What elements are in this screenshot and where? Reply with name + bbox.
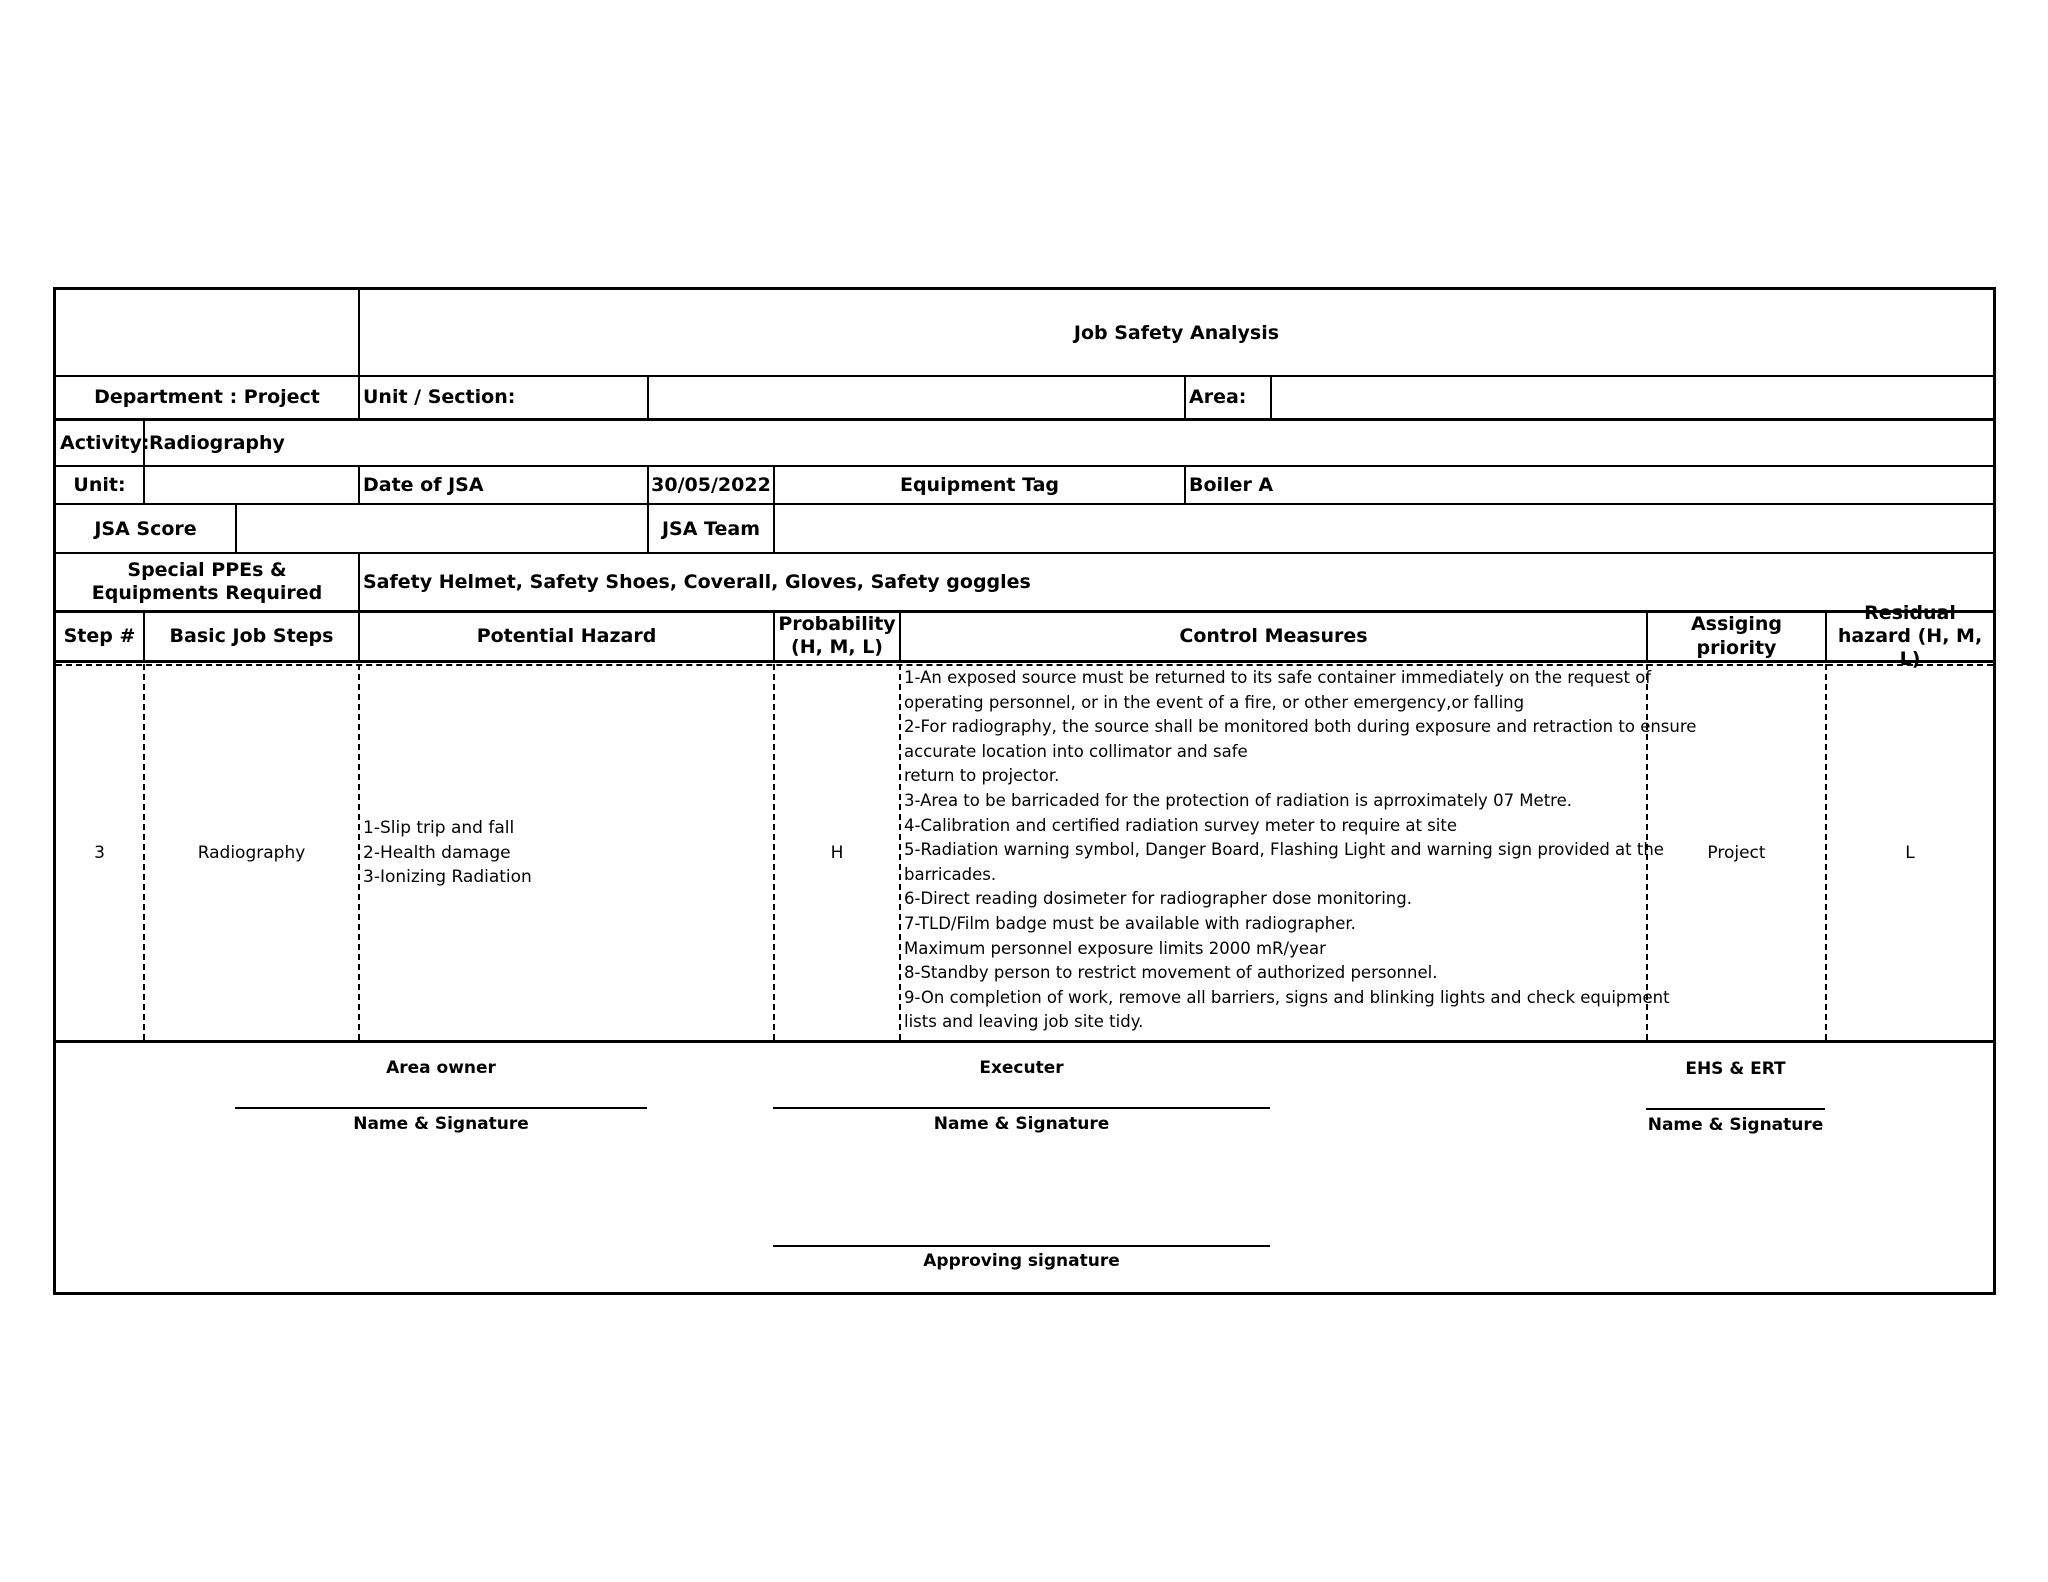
col-priority: Assiging priority: [1690, 613, 1783, 659]
rule: [647, 375, 649, 418]
rule: [56, 660, 1993, 663]
jsa-team-label: JSA Team: [661, 517, 760, 540]
name-signature-label: Name & Signature: [1647, 1115, 1824, 1135]
col-probability: Probability (H, M, L): [778, 613, 896, 658]
row-basic-step: Radiography: [197, 843, 306, 863]
area-owner-label: Area owner: [386, 1058, 496, 1078]
control-line: barricades.: [904, 864, 997, 884]
jsa-form: [53, 287, 1996, 1295]
jsa-score-value[interactable]: [241, 505, 641, 552]
equipment-tag-label: Equipment Tag: [899, 474, 1060, 496]
ehs-ert-label: EHS & ERT: [1685, 1059, 1786, 1079]
control-line: 7-TLD/Film badge must be available with radiographer.: [904, 913, 1356, 933]
rule: [143, 465, 145, 503]
date-label: Date of JSA: [363, 474, 484, 496]
rule: [358, 552, 360, 610]
control-line: 2-For radiography, the source shall be monitored both during exposure and retraction to ensure: [904, 717, 1697, 737]
hazard-item: 1-Slip trip and fall: [363, 818, 515, 839]
row-step: 3: [94, 843, 105, 863]
date-value: 30/05/2022: [651, 474, 771, 496]
row-priority: Project: [1707, 843, 1766, 863]
unit-value[interactable]: [149, 467, 349, 503]
control-line: 4-Calibration and certified radiation survey meter to require at site: [904, 815, 1457, 835]
control-line: 1-An exposed source must be returned to its safe container immediately on the request of: [904, 668, 1652, 687]
equipment-tag-value: Boiler A: [1189, 474, 1274, 496]
control-line: Maximum personnel exposure limits 2000 mR/year: [904, 938, 1326, 958]
activity-value: Radiography: [149, 431, 285, 454]
rule: [773, 610, 775, 662]
rule: [235, 503, 237, 552]
ppe-label: Special PPEs & Equipments Required: [91, 559, 323, 604]
control-line: 9-On completion of work, remove all barriers, signs and blinking lights and check equipment: [904, 987, 1670, 1007]
rule: [1184, 465, 1186, 503]
control-line: 6-Direct reading dosimeter for radiographer dose monitoring.: [904, 889, 1412, 909]
signature-line[interactable]: [1646, 1108, 1825, 1110]
unit-section-value[interactable]: [652, 376, 1180, 418]
hazard-item: 2-Health damage: [363, 842, 511, 863]
row-probability: H: [830, 843, 844, 863]
name-signature-label: Name & Signature: [933, 1114, 1110, 1134]
row-hazards: [363, 666, 768, 1040]
department-label: Department : Project: [94, 386, 320, 408]
rule: [1184, 375, 1186, 418]
area-value[interactable]: [1275, 376, 1975, 418]
control-line: accurate location into collimator and safe: [904, 741, 1248, 761]
approving-signature-line[interactable]: [773, 1245, 1270, 1247]
rule: [899, 664, 901, 1040]
name-signature-label: Name & Signature: [353, 1114, 529, 1134]
control-line: 5-Radiation warning symbol, Danger Board, Flashing Light and warning sign provided at the: [904, 840, 1664, 860]
control-line: 3-Area to be barricaded for the protection of radiation is aprroximately 07 Metre.: [904, 790, 1572, 810]
row-controls: [904, 666, 1697, 1035]
signature-line[interactable]: [235, 1107, 647, 1109]
page-title: Job Safety Analysis: [1073, 321, 1280, 344]
col-control: Control Measures: [1179, 625, 1368, 647]
col-basic-steps: Basic Job Steps: [169, 625, 334, 647]
signature-line[interactable]: [773, 1107, 1270, 1109]
control-line: lists and leaving job site tidy.: [904, 1012, 1144, 1032]
row-residual: L: [1905, 843, 1915, 863]
rule: [358, 465, 360, 503]
col-hazard: Potential Hazard: [476, 625, 657, 647]
executer-label: Executer: [979, 1058, 1064, 1078]
unit-label: Unit:: [73, 474, 126, 496]
area-label: Area:: [1189, 386, 1247, 408]
activity-label: Activity:: [60, 431, 150, 454]
approving-signature-label: Approving signature: [923, 1251, 1120, 1271]
unit-section-label: Unit / Section:: [363, 386, 516, 408]
rule: [1270, 375, 1272, 418]
control-line: return to projector.: [904, 766, 1060, 786]
ppe-value: Safety Helmet, Safety Shoes, Coverall, Gloves, Safety goggles: [363, 571, 1031, 593]
jsa-score-label: JSA Score: [94, 517, 197, 540]
jsa-team-value[interactable]: [779, 505, 1979, 552]
rule: [56, 1040, 1993, 1043]
rule: [358, 664, 360, 1040]
control-line: 8-Standby person to restrict movement of authorized personnel.: [904, 963, 1438, 983]
col-residual: Residual hazard (H, M, L): [1837, 601, 1983, 670]
hazard-item: 3-Ionizing Radiation: [363, 867, 532, 888]
col-step: Step #: [63, 625, 136, 647]
control-line: operating personnel, or in the event of a fire, or other emergency,or falling: [904, 692, 1525, 712]
